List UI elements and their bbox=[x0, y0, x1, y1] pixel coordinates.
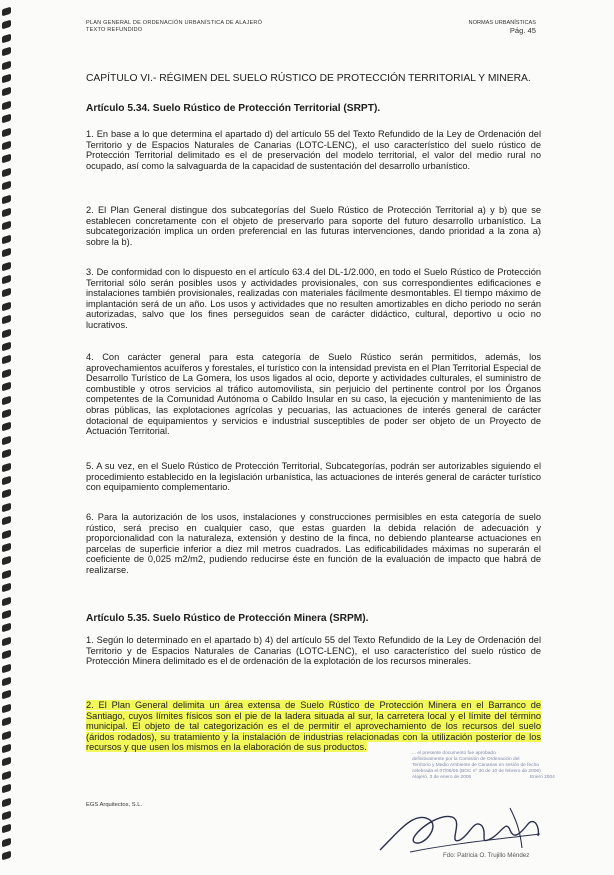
binding-hole bbox=[2, 234, 11, 244]
article-535-paragraph-2 bbox=[86, 700, 541, 753]
binding-hole bbox=[2, 141, 11, 151]
signatory-name: Fdo: Patricia O. Trujillo Méndez bbox=[443, 852, 530, 859]
binding-hole bbox=[2, 87, 11, 97]
stamp-line: ... el presente documento fue aprobado bbox=[412, 751, 496, 756]
header-left bbox=[86, 20, 262, 35]
binding-hole bbox=[2, 610, 11, 620]
stamp-line: Territorio y Medio Ambiente de Canarias en sesión de fecha bbox=[412, 763, 539, 768]
binding-hole bbox=[2, 315, 11, 325]
article-534-paragraph-1: 1. En base a lo que determina el apartado d) del artículo 55 del Texto Refundido de la Ley de Ordenación del Territorio y de Espacios Naturales de Canarias (LOTC-LENC), el uso característico del suelo rústico de Protección Territorial delimitado es el de preservación del modelo territorial, el valor del medio rural no ocupado, así como la salvaguarda de la capacidad de sustentación del desarrollo urbanístico. bbox=[86, 129, 541, 171]
binding-holes bbox=[2, 8, 14, 868]
binding-hole bbox=[2, 770, 11, 780]
approval-stamp bbox=[412, 751, 582, 781]
header-subtitle: TEXTO REFUNDIDO bbox=[86, 27, 143, 34]
page-number: Pág. 45 bbox=[509, 26, 536, 36]
binding-hole bbox=[2, 636, 11, 646]
chapter-title: CAPÍTULO VI.- RÉGIMEN DEL SUELO RÚSTICO DE PROTECCIÓN TERRITORIAL Y MINERA. bbox=[86, 73, 531, 84]
binding-hole bbox=[2, 382, 11, 392]
binding-hole bbox=[2, 516, 11, 526]
binding-hole bbox=[2, 757, 11, 767]
binding-hole bbox=[2, 596, 11, 606]
footer-company: EGS Arquitectos, S.L. bbox=[86, 802, 143, 808]
binding-hole bbox=[2, 502, 11, 512]
binding-hole bbox=[2, 60, 11, 70]
binding-hole bbox=[2, 355, 11, 365]
stamp-line: definitivamente por la Comisión de Ordenación del bbox=[412, 757, 520, 762]
binding-hole bbox=[2, 248, 11, 258]
article-534-paragraph-4: 4. Con carácter general para esta categoría de Suelo Rústico serán permitidos, además, los aprovechamientos acuíferos y forestales, el turístico con la intensidad prevista en el Plan Territorial Especial de Desarrollo Turístico de La Gomera, los usos ligados al ocio, deporte y actividades culturales, el suministro de combustible y otros servicios al tráfico automovilista, sin perjuicio del pertinente control por los Órganos competentes de la Comunidad Autónoma o Cabildo Insular en su caso, la ejecución y mantenimiento de las obras públicas, las explotaciones agrícolas y pecuarias, las actuaciones de interés general de carácter dotacional de equipamientos y servicios e industrial susceptibles de poder ser objeto de un Proyecto de Actuación Territorial. bbox=[86, 352, 541, 437]
binding-hole bbox=[2, 797, 11, 807]
binding-hole bbox=[2, 154, 11, 164]
binding-hole bbox=[2, 677, 11, 687]
binding-hole bbox=[2, 851, 11, 861]
binding-hole bbox=[2, 543, 11, 553]
binding-hole bbox=[2, 663, 11, 673]
binding-hole bbox=[2, 194, 11, 204]
binding-hole bbox=[2, 449, 11, 459]
header-right bbox=[469, 20, 536, 35]
article-534-paragraph-2: 2. El Plan General distingue dos subcategorías del Suelo Rústico de Protección Territorial a) y b) que se establecen concretamente con el objeto de preservarlo para soporte del futuro desarrollo urbanístico. La subcategorización implica un orden preferencial en las futuras intervenciones, dando prioridad a la zona a) sobre la b). bbox=[86, 205, 541, 247]
binding-hole bbox=[2, 301, 11, 311]
binding-hole bbox=[2, 20, 11, 30]
binding-hole bbox=[2, 127, 11, 137]
stamp-line: Alajeró, 3 de enero de 2006 bbox=[412, 775, 472, 780]
stamp-line: celebrada el 07/06/05 (BOC nº 30 de 10 de febrero de 2006) bbox=[412, 769, 541, 774]
binding-hole bbox=[2, 556, 11, 566]
binding-hole bbox=[2, 462, 11, 472]
binding-hole bbox=[2, 703, 11, 713]
article-534-paragraph-5: 5. A su vez, en el Suelo Rústico de Protección Territorial, Subcategorías, podrán ser autorizables siguiendo el procedimiento establecido en la legislación urbanística, las actuaciones de interés general de carácter turístico con equipamiento complementario. bbox=[86, 461, 541, 493]
binding-hole bbox=[2, 261, 11, 271]
binding-hole bbox=[2, 784, 11, 794]
binding-hole bbox=[2, 342, 11, 352]
binding-hole bbox=[2, 167, 11, 177]
binding-hole bbox=[2, 409, 11, 419]
article-535-paragraph-1: 1. Según lo determinado en el apartado b) 4) del artículo 55 del Texto Refundido de la Ley de Ordenación del Territorio y de Espacios Naturales de Canarias (LOTC-LENC), el uso característico del suelo rústico de Protección Minera delimitado es el de ordenación de la explotación de los recursos minerales. bbox=[86, 635, 541, 667]
binding-hole bbox=[2, 690, 11, 700]
binding-hole bbox=[2, 7, 11, 17]
binding-hole bbox=[2, 33, 11, 43]
highlighted-text: 2. El Plan General delimita un área extensa de Suelo Rústico de Protección Minera en el Barranco de Santiago, cuyos límites físicos son el pie de la ladera situada al sur, la carretera local y el límite del término municipal. El objeto de tal categorización es el de permitir el aprovechamiento de los recursos del suelo (áridos rodados), su tratamiento y la instalación de industrias relacionadas con la utilización posterior de los recursos y que usen los mismos en la elaboración de sus productos. bbox=[86, 700, 541, 753]
binding-hole bbox=[2, 288, 11, 298]
article-534-paragraph-3: 3. De conformidad con lo dispuesto en el artículo 63.4 del DL-1/2.000, en todo el Suelo Rústico de Protección Territorial sólo serán posibles usos y actividades provisionales, con sus correspondientes edificaciones e instalaciones también provisionales, realizadas con materiales fácilmente desmontables. El tiempo máximo de implantación será de un año. Los usos y actividades que no resulten amortizables en dicho periodo no serán autorizadas, salvo que los fines perseguidos sean de carácter didáctico, cultural, deportivo u ocio no lucrativos. bbox=[86, 267, 541, 330]
binding-hole bbox=[2, 422, 11, 432]
binding-hole bbox=[2, 730, 11, 740]
binding-hole bbox=[2, 100, 11, 110]
binding-hole bbox=[2, 650, 11, 660]
article-534-title: Artículo 5.34. Suelo Rústico de Protección Territorial (SRPT). bbox=[86, 103, 381, 114]
binding-hole bbox=[2, 837, 11, 847]
stamp-date: Enero 2004 bbox=[530, 775, 555, 780]
binding-hole bbox=[2, 221, 11, 231]
binding-hole bbox=[2, 623, 11, 633]
article-535-title: Artículo 5.35. Suelo Rústico de Protección Minera (SRPM). bbox=[86, 613, 369, 624]
binding-hole bbox=[2, 529, 11, 539]
binding-hole bbox=[2, 583, 11, 593]
binding-hole bbox=[2, 114, 11, 124]
binding-hole bbox=[2, 476, 11, 486]
binding-hole bbox=[2, 744, 11, 754]
binding-hole bbox=[2, 275, 11, 285]
header-section: NORMAS URBANÍSTICAS bbox=[468, 20, 536, 26]
binding-hole bbox=[2, 395, 11, 405]
binding-hole bbox=[2, 489, 11, 499]
binding-hole bbox=[2, 47, 11, 57]
binding-hole bbox=[2, 181, 11, 191]
binding-hole bbox=[2, 811, 11, 821]
binding-hole bbox=[2, 717, 11, 727]
article-534-paragraph-6: 6. Para la autorización de los usos, instalaciones y construcciones permisibles en esta categoría de suelo rústico, será preciso en cualquier caso, que estas guarden la debida relación de adecuación y proporcionalidad con la naturaleza, extensión y destino de la finca, no debiendo plantearse actuaciones en parcelas de superficie inferior a diez mil metros cuadrados. Las edificabilidades máximas no superarán el coeficiente de 0,025 m2/m2, pudiendo reducirse éste en función de la evaluación de impacto que habrá de realizarse. bbox=[86, 512, 541, 575]
binding-hole bbox=[2, 435, 11, 445]
binding-hole bbox=[2, 368, 11, 378]
binding-hole bbox=[2, 824, 11, 834]
binding-hole bbox=[2, 74, 11, 84]
binding-hole bbox=[2, 569, 11, 579]
header-plan-title: PLAN GENERAL DE ORDENACIÓN URBANÍSTICA DE ALAJERÓ bbox=[86, 20, 263, 26]
binding-hole bbox=[2, 328, 11, 338]
binding-hole bbox=[2, 208, 11, 218]
